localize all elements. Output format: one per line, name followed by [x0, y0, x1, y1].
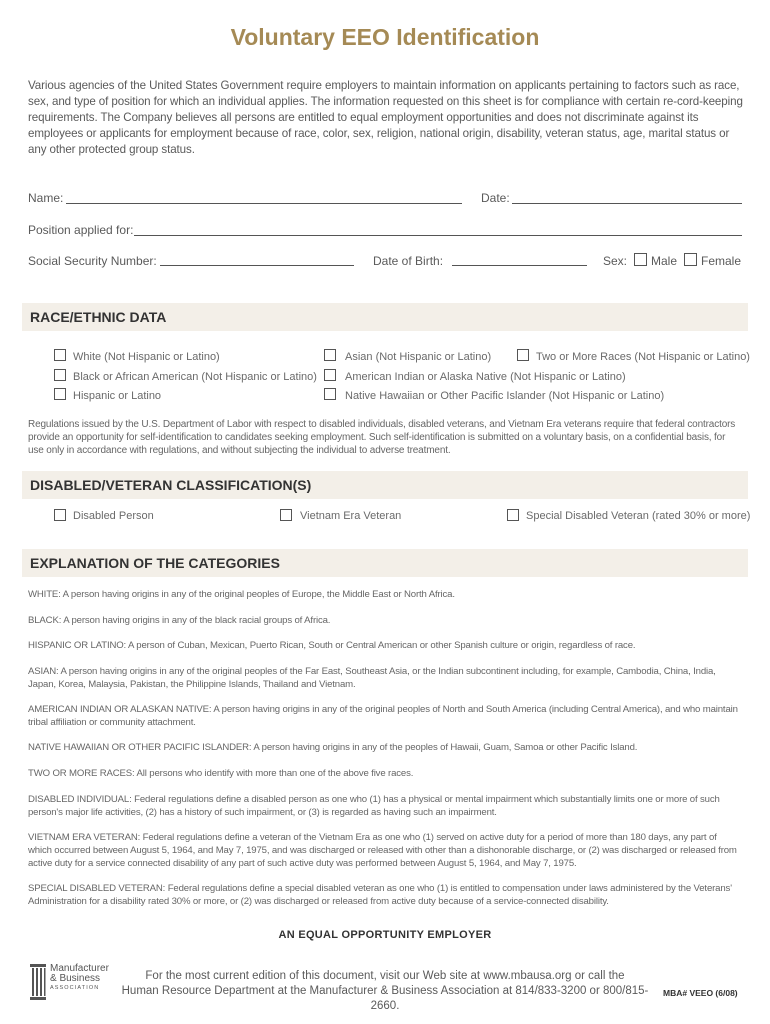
sex-male-checkbox[interactable]	[634, 253, 647, 266]
option-special-disabled-veteran: Special Disabled Veteran (rated 30% or more)	[526, 510, 751, 522]
checkbox-american-indian[interactable]	[324, 369, 336, 381]
explanation-native-hawaiian: NATIVE HAWAIIAN OR OTHER PACIFIC ISLANDER: A person having origins in any of the peoples of Hawaii, Guam, Samoa or other Pacific Island.	[28, 742, 638, 753]
logo-text-line3: ASSOCIATION	[50, 985, 100, 991]
checkbox-black[interactable]	[54, 369, 66, 381]
ssn-field[interactable]	[160, 265, 354, 266]
option-vietnam-veteran: Vietnam Era Veteran	[300, 510, 402, 522]
date-field[interactable]	[512, 203, 742, 204]
option-asian: Asian (Not Hispanic or Latino)	[345, 351, 492, 363]
dob-field[interactable]	[452, 265, 587, 266]
explanation-white: WHITE: A person having origins in any of the original peoples of Europe, the Middle East or North Africa.	[28, 589, 455, 600]
option-two-or-more: Two or More Races (Not Hispanic or Latino)	[536, 351, 750, 363]
explanation-disabled-individual: DISABLED INDIVIDUAL: Federal regulations define a disabled person as one who (1) has a physical or mental impairment which substantially limits one or more of such person's major life activities, (2) has a history of such impairment, or (3) is regarded as having such an impairment.	[28, 794, 720, 818]
checkbox-two-or-more[interactable]	[517, 349, 529, 361]
logo-text-line2: & Business	[50, 973, 101, 984]
option-disabled-person: Disabled Person	[73, 510, 154, 522]
footer-line2: Human Resource Department at the Manufacturer & Business Association at 814/833-3200 or 800/815-2660.	[121, 985, 649, 1012]
veteran-section-header	[22, 471, 748, 499]
explanation-black: BLACK: A person having origins in any of the black racial groups of Africa.	[28, 615, 331, 626]
explanation-two-or-more: TWO OR MORE RACES: All persons who identify with more than one of the above five races.	[28, 768, 414, 779]
checkbox-native-hawaiian[interactable]	[324, 388, 336, 400]
race-section-header	[22, 303, 748, 331]
option-hispanic: Hispanic or Latino	[73, 390, 162, 402]
option-american-indian: American Indian or Alaska Native (Not Hispanic or Latino)	[345, 371, 626, 383]
equal-opportunity-heading: AN EQUAL OPPORTUNITY EMPLOYER	[278, 929, 492, 941]
option-native-hawaiian: Native Hawaiian or Other Pacific Islander (Not Hispanic or Latino)	[345, 390, 665, 402]
explanation-section-header	[22, 549, 748, 577]
page-title: Voluntary EEO Identification	[230, 24, 540, 50]
footer-note	[115, 969, 655, 1014]
form-code: MBA# VEEO (6/08)	[663, 988, 738, 998]
intro-paragraph: Various agencies of the United States Government require employers to maintain information on applicants pertaining to factors such as race, sex, and type of position for which an individual applies. The information requested on this sheet is for compliance with certain re-cord-keeping requirements. The Company believes all persons are entitled to equal employment opportunities and does not discriminate against its employees or applicants for employment because of race, color, sex, religion, national origin, disability, veteran status, age, marital status or any other protected group status.	[28, 79, 743, 156]
veteran-section-title: DISABLED/VETERAN CLASSIFICATION(S)	[30, 477, 312, 493]
sex-female-label: Female	[701, 254, 742, 268]
option-white: White (Not Hispanic or Latino)	[73, 351, 220, 363]
checkbox-hispanic[interactable]	[54, 388, 66, 400]
explanation-hispanic: HISPANIC OR LATINO: A person of Cuban, Mexican, Puerto Rican, South or Central American or other Spanish culture or origin, regardless of race.	[28, 640, 636, 651]
position-label: Position applied for:	[28, 223, 134, 237]
regulations-paragraph: Regulations issued by the U.S. Department of Labor with respect to disabled individuals, disabled veterans, and Vietnam Era veterans require that federal contractors provide an opportunity for self-identification to candidates seeking employment. Such self-identification is submitted on a voluntary basis, on a confidential basis, for use only in accordance with regulations, and without subjecting the individual to adverse treatment.	[28, 419, 736, 456]
logo-text-line1: Manufacturer	[50, 963, 109, 974]
ssn-label: Social Security Number:	[28, 254, 157, 268]
checkbox-white[interactable]	[54, 349, 66, 361]
footer-line1: For the most current edition of this document, visit our Web site at www.mbausa.org or call the	[145, 970, 625, 982]
sex-label: Sex:	[603, 254, 628, 268]
dob-label: Date of Birth:	[373, 254, 444, 268]
name-field[interactable]	[66, 203, 462, 204]
checkbox-disabled-person[interactable]	[54, 509, 66, 521]
sex-female-checkbox[interactable]	[684, 253, 697, 266]
explanation-special-disabled-veteran: SPECIAL DISABLED VETERAN: Federal regulations define a special disabled veteran as one who (1) is entitled to compensation under laws administered by the Veterans' Administration for a disability rated 30% or more, or (2) was discharged or released from active duty because of a service-connected disability.	[28, 883, 732, 907]
position-field[interactable]	[134, 235, 742, 236]
explanation-section-title: EXPLANATION OF THE CATEGORIES	[30, 555, 280, 571]
explanation-american-indian: AMERICAN INDIAN OR ALASKAN NATIVE: A person having origins in any of the original peoples of North and South America (including Central America), and who maintain tribal affiliation or community attachment.	[28, 704, 738, 728]
race-section-title: RACE/ETHNIC DATA	[30, 309, 167, 325]
sex-male-label: Male	[651, 254, 678, 268]
checkbox-special-disabled-veteran[interactable]	[507, 509, 519, 521]
explanation-asian: ASIAN: A person having origins in any of the original peoples of the Far East, Southeast Asia, or the Indian subcontinent including, for example, Cambodia, China, India, Japan, Korea, Malaysia, Pakistan, the Philippine Islands, Thailand and Vietnam.	[28, 666, 716, 690]
explanation-vietnam-veteran: VIETNAM ERA VETERAN: Federal regulations define a veteran of the Vietnam Era as one who (1) served on active duty for a period of more than 180 days, any part of which occurred between August 5, 1964, and May 7, 1975, and was discharged or released with other than a dishonorable discharge, or (2) was discharged or released from active duty for a service connected disability of any part of such active duty was performed between August 5, 1964, and May 7, 1975.	[28, 832, 737, 869]
date-label: Date:	[481, 191, 510, 205]
option-black: Black or African American (Not Hispanic or Latino)	[73, 371, 317, 383]
checkbox-vietnam-veteran[interactable]	[280, 509, 292, 521]
name-label: Name:	[28, 191, 64, 205]
checkbox-asian[interactable]	[324, 349, 336, 361]
